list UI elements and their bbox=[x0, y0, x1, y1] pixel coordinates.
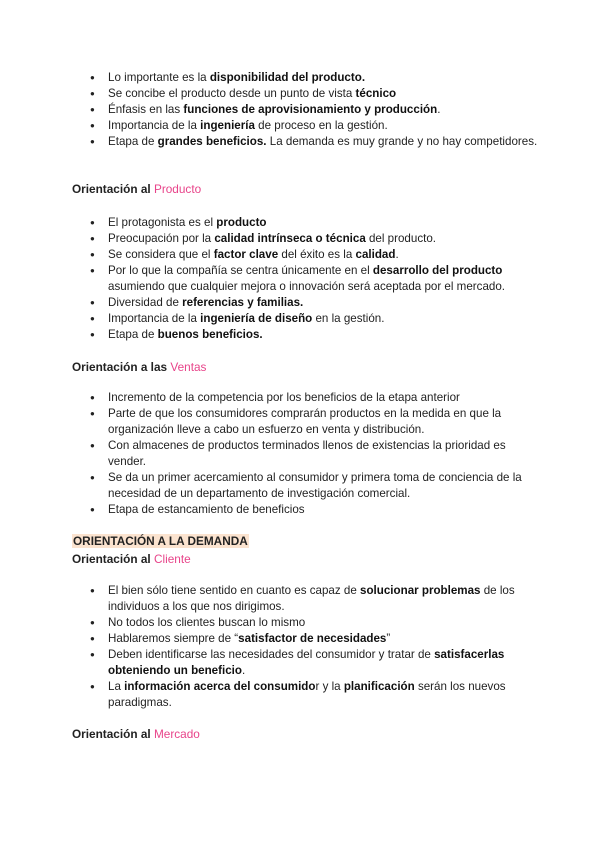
text: Se considera que el bbox=[108, 248, 214, 261]
bold-text: ingeniería de diseño bbox=[200, 312, 313, 325]
text: El protagonista es el bbox=[108, 216, 217, 229]
producto-bullet-list bbox=[90, 215, 540, 343]
bold-text: funciones de aprovisionamiento y producción bbox=[183, 103, 438, 116]
heading-prefix: Orientación al bbox=[72, 552, 154, 566]
text: r y la bbox=[315, 680, 344, 693]
text: . bbox=[437, 103, 441, 116]
bold-text: satisfacerlas obteniendo un beneficio bbox=[108, 648, 505, 677]
heading-accent: Producto bbox=[153, 182, 202, 196]
text: El bien sólo tiene sentido en cuanto es capaz de bbox=[108, 584, 361, 597]
text: ” bbox=[386, 632, 391, 645]
bold-text: factor clave bbox=[213, 248, 279, 261]
list-item bbox=[90, 311, 540, 327]
text: Hablaremos siempre de “ bbox=[108, 632, 239, 645]
text: . bbox=[241, 664, 246, 677]
text: Deben identificarse las necesidades del consumidor y tratar de bbox=[108, 648, 435, 661]
list-item bbox=[90, 295, 540, 311]
list-item bbox=[90, 86, 540, 102]
bold-text: técnico bbox=[355, 87, 397, 100]
list-item bbox=[90, 631, 540, 647]
list-item bbox=[90, 470, 540, 502]
bold-text: planificación bbox=[343, 680, 415, 693]
heading-ventas bbox=[72, 359, 206, 375]
list-item bbox=[90, 102, 540, 118]
text: Etapa de estancamiento de beneficios bbox=[108, 503, 305, 516]
bold-text: grandes beneficios. bbox=[157, 135, 267, 148]
intro-bullet-list bbox=[90, 70, 540, 150]
text: Por lo que la compañía se centra únicamente en el bbox=[108, 264, 373, 277]
bold-text: desarrollo del producto bbox=[372, 264, 503, 277]
text: del producto. bbox=[365, 232, 437, 245]
heading-accent: Mercado bbox=[153, 727, 200, 741]
text: Incremento de la competencia por los beneficios de la etapa anterior bbox=[108, 391, 460, 404]
heading-producto bbox=[72, 181, 201, 197]
text: Importancia de la bbox=[108, 312, 201, 325]
list-item bbox=[90, 583, 540, 615]
text: Etapa de bbox=[108, 135, 158, 148]
list-item bbox=[90, 647, 540, 679]
text: Énfasis en las bbox=[108, 103, 184, 116]
heading-cliente bbox=[72, 551, 191, 567]
demanda-highlighted-title: ORIENTACIÓN A LA DEMANDA bbox=[73, 534, 248, 548]
bold-text: producto bbox=[216, 216, 267, 229]
list-item bbox=[90, 615, 540, 631]
text: asumiendo que cualquier mejora o innovación será aceptada por el mercado. bbox=[108, 280, 506, 293]
heading-prefix: Orientación a las bbox=[72, 360, 171, 374]
list-item bbox=[90, 679, 540, 711]
cliente-bullet-list bbox=[90, 583, 540, 711]
list-item bbox=[90, 231, 540, 247]
list-item bbox=[90, 390, 540, 406]
list-item bbox=[90, 263, 540, 295]
text: serán los nuevos paradigmas. bbox=[108, 680, 506, 709]
bold-text: calidad intrínseca o técnica bbox=[214, 232, 366, 245]
text: de proceso en la gestión. bbox=[254, 119, 388, 132]
text: del éxito es la bbox=[278, 248, 356, 261]
list-item bbox=[90, 438, 540, 470]
section-title-demanda bbox=[72, 533, 249, 549]
list-item bbox=[90, 134, 540, 150]
text: La bbox=[108, 680, 125, 693]
text: . bbox=[395, 248, 399, 261]
list-item bbox=[90, 327, 540, 343]
list-item bbox=[90, 502, 540, 518]
text: Se da un primer acercamiento al consumidor y primera toma de conciencia de la necesidad de un departamento de investigación comercial. bbox=[108, 471, 522, 500]
text: Se concibe el producto desde un punto de vista bbox=[108, 87, 356, 100]
bold-text: solucionar problemas bbox=[360, 584, 481, 597]
bold-text: satisfactor de necesidades bbox=[238, 632, 387, 645]
ventas-bullet-list bbox=[90, 390, 540, 518]
text: Lo importante es la bbox=[108, 71, 210, 84]
text: de los individuos a los que nos dirigimos. bbox=[108, 584, 515, 613]
list-item bbox=[90, 118, 540, 134]
bold-text: referencias y familias. bbox=[182, 296, 304, 309]
bold-text: calidad bbox=[355, 248, 396, 261]
heading-prefix: Orientación al bbox=[72, 182, 154, 196]
text: La demanda es muy grande y no hay competidores. bbox=[266, 135, 538, 148]
text: Importancia de la bbox=[108, 119, 201, 132]
heading-accent: Ventas bbox=[170, 360, 207, 374]
text: Parte de que los consumidores comprarán productos en la medida en que la organización lleve a cabo un esfuerzo en venta y distribución. bbox=[108, 407, 502, 436]
list-item bbox=[90, 406, 540, 438]
text: en la gestión. bbox=[312, 312, 385, 325]
heading-prefix: Orientación al bbox=[72, 727, 154, 741]
bold-text: buenos beneficios. bbox=[157, 328, 263, 341]
bold-text: ingeniería bbox=[200, 119, 255, 132]
text: No todos los clientes buscan lo mismo bbox=[108, 616, 306, 629]
text: Etapa de bbox=[108, 328, 158, 341]
text: Preocupación por la bbox=[108, 232, 215, 245]
bold-text: disponibilidad del producto. bbox=[209, 71, 366, 84]
list-item bbox=[90, 215, 540, 231]
heading-mercado bbox=[72, 726, 200, 742]
text: Diversidad de bbox=[108, 296, 183, 309]
list-item bbox=[90, 247, 540, 263]
bold-text: información acerca del consumido bbox=[124, 680, 316, 693]
heading-accent: Cliente bbox=[153, 552, 191, 566]
text: Con almacenes de productos terminados llenos de existencias la prioridad es vender. bbox=[108, 439, 506, 468]
list-item bbox=[90, 70, 540, 86]
